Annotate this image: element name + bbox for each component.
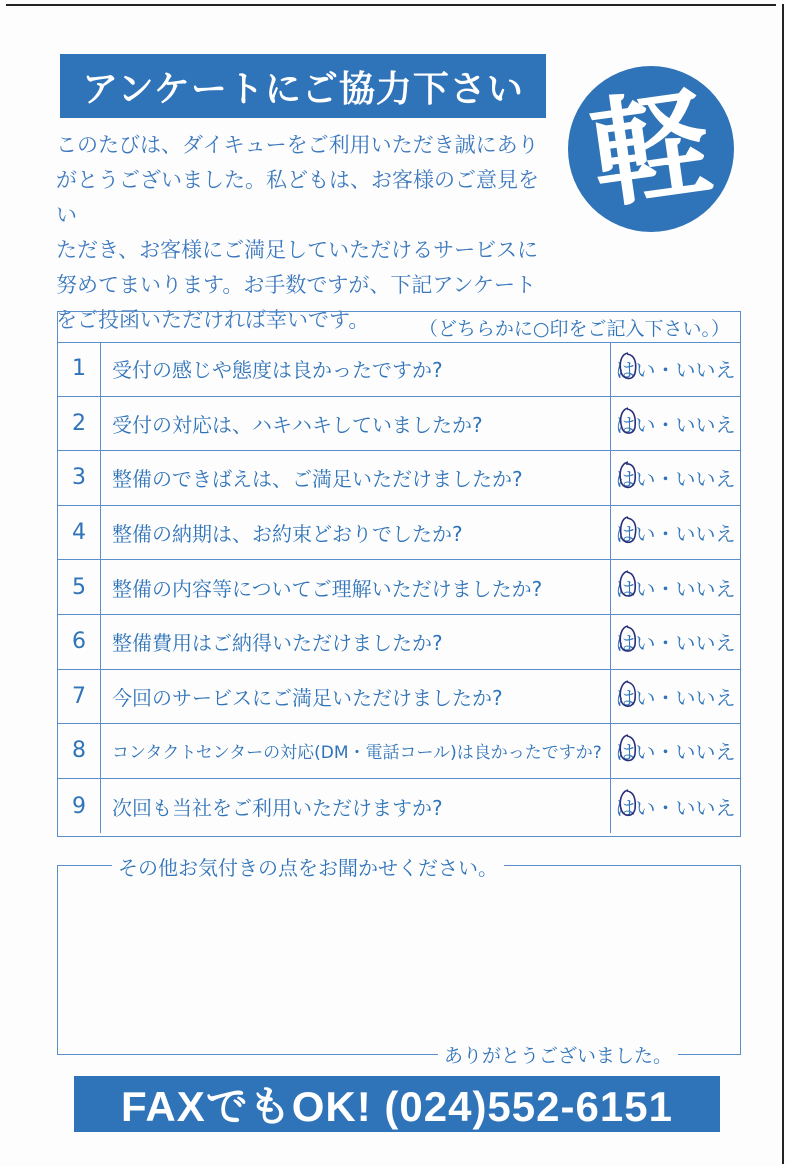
answer-options[interactable]: はい・いいえ xyxy=(610,451,740,505)
answer-options[interactable]: はい・いいえ xyxy=(610,560,740,614)
question-row xyxy=(58,397,740,452)
intro-line: 努めてまいります。お手数ですが、下記アンケート xyxy=(56,273,537,297)
question-number: 7 xyxy=(58,670,101,724)
comments-title: その他お気付きの点をお聞かせください。 xyxy=(112,852,504,881)
question-row xyxy=(58,615,740,670)
question-text: 整備のできばえは、ご満足いただけましたか? xyxy=(112,467,523,492)
question-text: コンタクトセンターの対応(DM・電話コール)は良かったですか? xyxy=(112,743,602,764)
logo-character: 軽 xyxy=(582,71,720,226)
question-text: 整備の内容等についてご理解いただけましたか? xyxy=(112,576,543,601)
thanks-message: ありがとうございました。 xyxy=(438,1041,678,1068)
answer-options[interactable]: はい・いいえ xyxy=(610,779,740,834)
question-number: 4 xyxy=(58,506,101,560)
answer-options[interactable]: はい・いいえ xyxy=(610,724,740,778)
survey-table xyxy=(57,311,741,837)
page-top-edge xyxy=(6,4,776,6)
intro-line: このたびは、ダイキューをご利用いただき誠にあり xyxy=(56,133,539,157)
question-row xyxy=(58,506,740,561)
intro-line: がとうございました。私どもは、お客様のご意見をい xyxy=(56,168,539,227)
answer-options[interactable]: はい・いいえ xyxy=(610,506,740,560)
question-row xyxy=(58,779,740,834)
question-row xyxy=(58,670,740,725)
page-right-edge xyxy=(782,4,784,1164)
fax-banner: FAXでもOK! (024)552-6151 xyxy=(74,1076,720,1132)
intro-line: をご投函いただければ幸いです。 xyxy=(56,308,370,332)
answer-options[interactable]: はい・いいえ xyxy=(610,397,740,451)
question-row xyxy=(58,724,740,779)
question-row xyxy=(58,451,740,506)
question-number: 9 xyxy=(58,779,101,834)
answer-options[interactable]: はい・いいえ xyxy=(610,615,740,669)
question-text: 次回も当社をご利用いただけますか? xyxy=(112,795,443,820)
question-text: 整備費用はご納得いただけましたか? xyxy=(112,631,443,656)
question-text: 今回のサービスにご満足いただけましたか? xyxy=(112,685,503,710)
question-number: 1 xyxy=(58,342,101,396)
question-number: 3 xyxy=(58,451,101,505)
question-text: 整備の納期は、お約束どおりでしたか? xyxy=(112,522,463,547)
intro-line: ただき、お客様にご満足していただけるサービスに xyxy=(56,238,539,262)
answer-options[interactable]: はい・いいえ xyxy=(610,670,740,724)
comments-box[interactable] xyxy=(57,856,741,1067)
question-row xyxy=(58,560,740,615)
company-logo xyxy=(568,66,734,232)
instruction-text: （どちらかに○印をご記入下さい。） xyxy=(58,312,740,343)
question-text: 受付の感じや態度は良かったですか? xyxy=(112,358,443,383)
question-number: 8 xyxy=(58,724,101,778)
question-number: 2 xyxy=(58,397,101,451)
question-text: 受付の対応は、ハキハキしていましたか? xyxy=(112,412,483,437)
question-row xyxy=(58,342,740,397)
intro-paragraph xyxy=(56,128,556,338)
answer-options[interactable]: はい・いいえ xyxy=(610,342,740,396)
question-number: 6 xyxy=(58,615,101,669)
question-number: 5 xyxy=(58,560,101,614)
survey-title: アンケートにご協力下さい xyxy=(60,54,546,118)
